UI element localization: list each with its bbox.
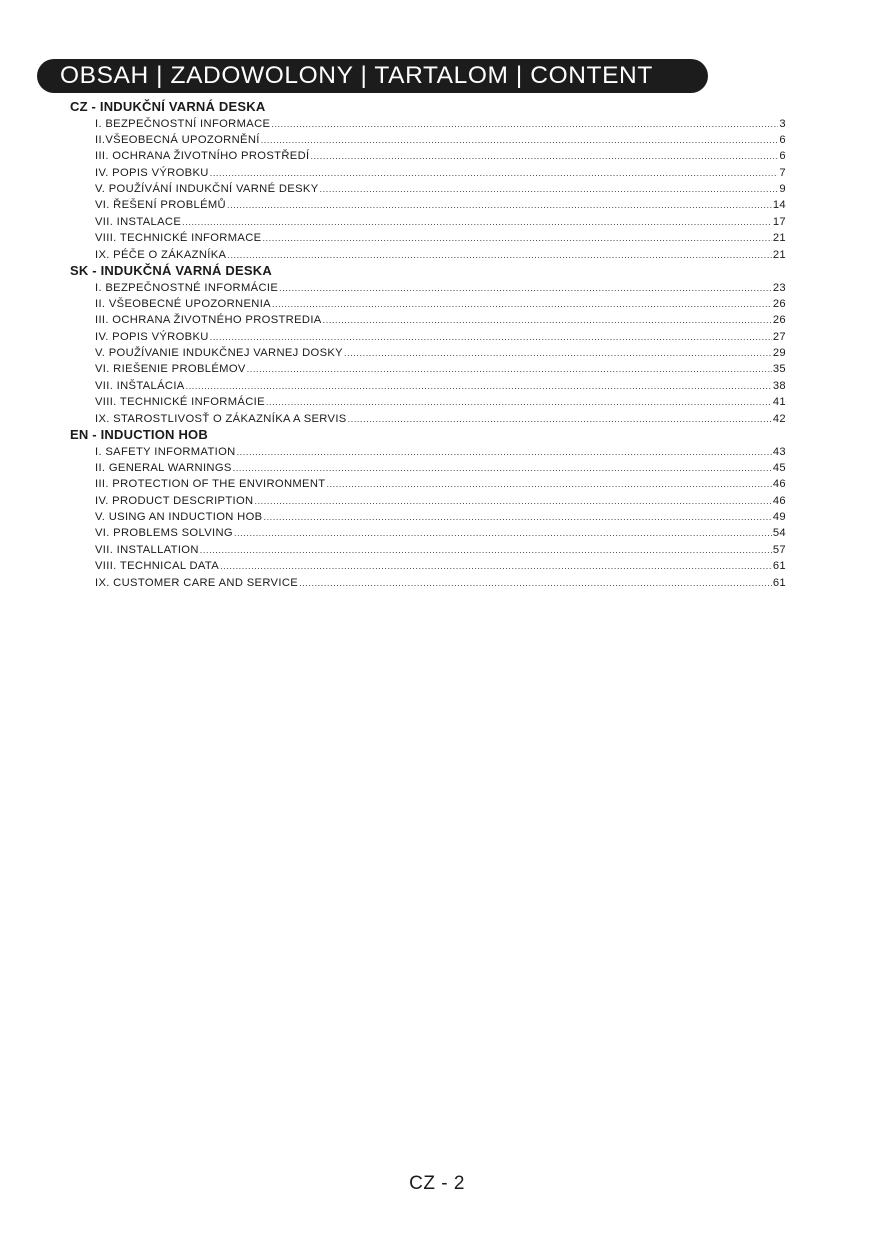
dot-leader bbox=[299, 575, 772, 591]
entry-label: VI. RIEŠENIE PROBLÉMOV bbox=[95, 363, 246, 376]
section-heading: SK - INDUKČNÁ VARNÁ DESKA bbox=[70, 263, 272, 279]
toc-entry[interactable] bbox=[95, 542, 786, 558]
entry-page-number: 23 bbox=[772, 281, 786, 294]
dot-leader bbox=[261, 132, 779, 148]
dot-leader bbox=[247, 361, 772, 377]
entry-label: IV. POPIS VÝROBKU bbox=[95, 330, 209, 343]
toc-entry[interactable] bbox=[95, 361, 786, 377]
dot-leader bbox=[233, 460, 772, 476]
entry-label: VII. INSTALLATION bbox=[95, 543, 199, 556]
page-number: CZ - 2 bbox=[409, 1173, 465, 1194]
entry-page-number: 7 bbox=[779, 166, 786, 179]
dot-leader bbox=[344, 345, 772, 361]
page-title: OBSAH | ZADOWOLONY | TARTALOM | CONTENT bbox=[60, 61, 653, 89]
table-of-contents bbox=[70, 99, 786, 591]
entry-page-number: 42 bbox=[772, 412, 786, 425]
entry-label: I. BEZPEČNOSTNÉ INFORMÁCIE bbox=[95, 281, 279, 294]
dot-leader bbox=[279, 280, 772, 296]
entry-page-number: 46 bbox=[772, 494, 786, 507]
entry-label: VII. INŠTALÁCIA bbox=[95, 379, 185, 392]
dot-leader bbox=[272, 296, 772, 312]
entry-page-number: 6 bbox=[779, 150, 786, 163]
dot-leader bbox=[262, 230, 771, 246]
entry-label: VI. PROBLEMS SOLVING bbox=[95, 527, 233, 540]
toc-entry[interactable] bbox=[95, 132, 786, 148]
entry-label: I. SAFETY INFORMATION bbox=[95, 445, 236, 458]
entry-page-number: 14 bbox=[772, 199, 786, 212]
entry-page-number: 45 bbox=[772, 461, 786, 474]
entry-page-number: 9 bbox=[779, 183, 786, 196]
toc-entry[interactable] bbox=[95, 394, 786, 410]
entry-label: VII. INSTALACE bbox=[95, 215, 182, 228]
toc-entry[interactable] bbox=[95, 280, 786, 296]
entry-page-number: 26 bbox=[772, 314, 786, 327]
dot-leader bbox=[237, 444, 772, 460]
entry-page-number: 49 bbox=[772, 511, 786, 524]
entry-page-number: 46 bbox=[772, 478, 786, 491]
entry-page-number: 57 bbox=[772, 543, 786, 556]
entry-page-number: 6 bbox=[779, 133, 786, 146]
toc-entry[interactable] bbox=[95, 116, 786, 132]
toc-entry[interactable] bbox=[95, 525, 786, 541]
dot-leader bbox=[200, 542, 772, 558]
dot-leader bbox=[210, 329, 772, 345]
toc-entry[interactable] bbox=[95, 460, 786, 476]
dot-leader bbox=[310, 148, 778, 164]
dot-leader bbox=[326, 476, 771, 492]
toc-entry[interactable] bbox=[95, 296, 786, 312]
toc-entry[interactable] bbox=[95, 378, 786, 394]
entry-label: IX. CUSTOMER CARE AND SERVICE bbox=[95, 576, 299, 589]
toc-entry[interactable] bbox=[95, 509, 786, 525]
entry-page-number: 43 bbox=[772, 445, 786, 458]
toc-entry[interactable] bbox=[95, 312, 786, 328]
entry-label: III. OCHRANA ŽIVOTNÉHO PROSTREDIA bbox=[95, 314, 322, 327]
entry-page-number: 61 bbox=[772, 560, 786, 573]
toc-entry[interactable] bbox=[95, 165, 786, 181]
toc-entry[interactable] bbox=[95, 411, 786, 427]
dot-leader bbox=[263, 509, 771, 525]
entry-label: IV. POPIS VÝROBKU bbox=[95, 166, 209, 179]
entry-label: V. POUŽÍVÁNÍ INDUKČNÍ VARNÉ DESKY bbox=[95, 183, 319, 196]
toc-entry[interactable] bbox=[95, 493, 786, 509]
entry-label: VI. ŘEŠENÍ PROBLÉMŮ bbox=[95, 199, 226, 212]
entry-page-number: 21 bbox=[772, 232, 786, 245]
entry-page-number: 26 bbox=[772, 297, 786, 310]
entry-label: II. VŠEOBECNÉ UPOZORNENIA bbox=[95, 297, 271, 310]
entry-label: III. PROTECTION OF THE ENVIRONMENT bbox=[95, 478, 326, 491]
entry-page-number: 54 bbox=[772, 527, 786, 540]
dot-leader bbox=[234, 525, 772, 541]
entry-label: VIII. TECHNICKÉ INFORMÁCIE bbox=[95, 396, 265, 409]
section-heading: CZ - INDUKČNÍ VARNÁ DESKA bbox=[70, 99, 266, 114]
toc-entry[interactable] bbox=[95, 148, 786, 164]
entry-label: III. OCHRANA ŽIVOTNÍHO PROSTŘEDÍ bbox=[95, 150, 310, 163]
dot-leader bbox=[266, 394, 772, 410]
entry-label: V. POUŽÍVANIE INDUKČNEJ VARNEJ DOSKY bbox=[95, 347, 343, 360]
entry-label: VIII. TECHNICKÉ INFORMACE bbox=[95, 232, 262, 245]
entry-page-number: 17 bbox=[772, 215, 786, 228]
entry-label: V. USING AN INDUCTION HOB bbox=[95, 511, 263, 524]
dot-leader bbox=[220, 558, 772, 574]
entry-label: I. BEZPEČNOSTNÍ INFORMACE bbox=[95, 117, 271, 130]
dot-leader bbox=[348, 411, 772, 427]
entry-label: IX. STAROSTLIVOSŤ O ZÁKAZNÍKA A SERVIS bbox=[95, 412, 347, 425]
dot-leader bbox=[186, 378, 772, 394]
toc-entry[interactable] bbox=[95, 575, 786, 591]
entry-page-number: 21 bbox=[772, 248, 786, 261]
toc-entry[interactable] bbox=[95, 558, 786, 574]
dot-leader bbox=[210, 165, 779, 181]
toc-entry[interactable] bbox=[95, 476, 786, 492]
entry-page-number: 41 bbox=[772, 396, 786, 409]
entry-label: II.VŠEOBECNÁ UPOZORNĚNÍ bbox=[95, 133, 260, 146]
entry-page-number: 61 bbox=[772, 576, 786, 589]
toc-entry[interactable] bbox=[95, 197, 786, 213]
entry-label: IX. PÉČE O ZÁKAZNÍKA bbox=[95, 248, 227, 261]
toc-section-en bbox=[70, 427, 786, 591]
toc-entry[interactable] bbox=[95, 181, 786, 197]
toc-entry[interactable] bbox=[95, 230, 786, 246]
dot-leader bbox=[323, 312, 772, 328]
toc-entry[interactable] bbox=[95, 444, 786, 460]
entry-label: II. GENERAL WARNINGS bbox=[95, 461, 232, 474]
entry-page-number: 29 bbox=[772, 347, 786, 360]
entry-page-number: 35 bbox=[772, 363, 786, 376]
dot-leader bbox=[320, 181, 779, 197]
dot-leader bbox=[227, 197, 772, 213]
entry-page-number: 3 bbox=[779, 117, 786, 130]
toc-entry[interactable] bbox=[95, 214, 786, 230]
dot-leader bbox=[271, 116, 778, 132]
dot-leader bbox=[227, 247, 772, 263]
section-heading: EN - INDUCTION HOB bbox=[70, 427, 208, 443]
toc-entry[interactable] bbox=[95, 345, 786, 361]
entry-page-number: 27 bbox=[772, 330, 786, 343]
title-banner bbox=[37, 59, 708, 93]
toc-entry[interactable] bbox=[95, 329, 786, 345]
toc-section-sk bbox=[70, 263, 786, 427]
dot-leader bbox=[182, 214, 772, 230]
toc-entry[interactable] bbox=[95, 247, 786, 263]
entry-label: VIII. TECHNICAL DATA bbox=[95, 560, 220, 573]
toc-section-cz bbox=[70, 99, 786, 263]
entry-label: IV. PRODUCT DESCRIPTION bbox=[95, 494, 254, 507]
dot-leader bbox=[254, 493, 771, 509]
entry-page-number: 38 bbox=[772, 379, 786, 392]
